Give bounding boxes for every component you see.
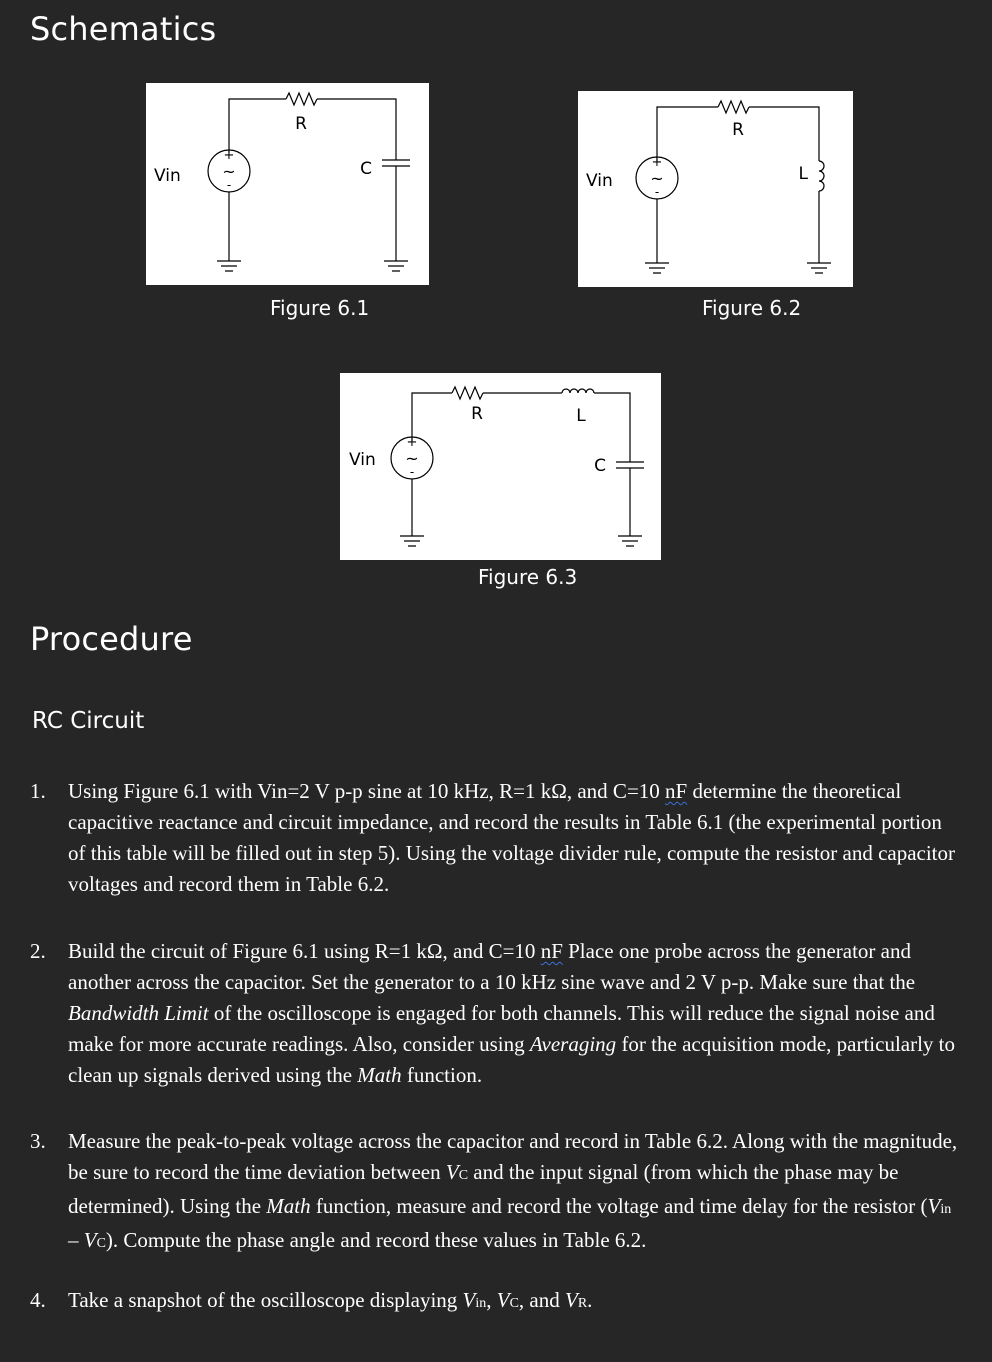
capacitor-label: C	[594, 456, 606, 476]
minus-sign: -	[409, 465, 415, 479]
figure-6-3-schematic	[340, 373, 661, 560]
step-text: Measure the peak-to-peak voltage across the capacitor and record in Table 6.2. Along with the magnitude, be sure to record the time deviation between VC and the input signal (from which the phase may be determined). Using the Math function, measure and record the voltage and time delay for the resistor (Vin – VC). Compute the phase angle and record these values in Table 6.2.	[68, 1129, 958, 1252]
rl-circuit-diagram	[578, 91, 853, 287]
ground-symbol	[807, 263, 831, 273]
procedure-step-3	[30, 1126, 960, 1259]
plus-sign: +	[406, 435, 418, 450]
inductor-symbol	[562, 389, 594, 393]
vin-label: Vin	[349, 450, 376, 470]
plus-sign: +	[223, 148, 235, 163]
step-number: 3.	[30, 1129, 46, 1153]
resistor-symbol	[286, 93, 317, 105]
step-text: Build the circuit of Figure 6.1 using R=1 kΩ, and C=10 nF Place one probe across the generator and another across the capacitor. Set the generator to a 10 kHz sine wave and 2 V p-p. Make sure that the Bandwidth Limit of the oscilloscope is engaged for both channels. This will reduce the signal noise and make for more accurate readings. Also, consider using Averaging for the acquisition mode, particularly to clean up signals derived using the Math function.	[68, 939, 956, 1087]
rlc-circuit-diagram	[340, 373, 661, 560]
ground-symbol	[645, 263, 669, 273]
vin-label: Vin	[154, 166, 181, 186]
capacitor-label: C	[360, 159, 372, 179]
figure-6-3-caption: Figure 6.3	[478, 565, 578, 589]
ground-symbol	[384, 261, 408, 271]
schematics-heading: Schematics	[30, 10, 217, 48]
resistor-label: R	[295, 114, 307, 134]
step-text: Using Figure 6.1 with Vin=2 V p-p sine at 10 kHz, R=1 kΩ, and C=10 nF determine the theoretical capacitive reactance and circuit impedance, and record the results in Table 6.1 (the experimental portion of this table will be filled out in step 5). Using the voltage divider rule, compute the resistor and capacitor voltages and record them in Table 6.2.	[68, 779, 956, 896]
rc-circuit-diagram	[146, 83, 429, 285]
inductor-label: L	[576, 406, 586, 426]
figure-6-1-schematic	[146, 83, 429, 285]
minus-sign: -	[226, 178, 232, 192]
procedure-step-2	[30, 936, 960, 1091]
spellcheck-word: nF	[540, 939, 563, 963]
figure-6-2-caption: Figure 6.2	[702, 296, 802, 320]
inductor-label: L	[798, 164, 808, 184]
figure-6-1-caption: Figure 6.1	[270, 296, 370, 320]
procedure-step-1	[30, 776, 960, 900]
ground-symbol	[217, 261, 241, 271]
minus-sign: -	[654, 185, 660, 199]
ground-symbol	[400, 536, 424, 546]
tilde-sign: ~	[650, 169, 664, 188]
rc-circuit-heading: RC Circuit	[32, 708, 145, 734]
resistor-symbol	[452, 387, 483, 399]
procedure-step-4	[30, 1285, 960, 1319]
tilde-sign: ~	[405, 449, 419, 468]
step-number: 1.	[30, 779, 46, 803]
capacitor-symbol	[616, 462, 644, 468]
ground-symbol	[618, 536, 642, 546]
figure-6-2-schematic	[578, 91, 853, 287]
step-number: 4.	[30, 1288, 46, 1312]
step-number: 2.	[30, 939, 46, 963]
capacitor-symbol	[382, 160, 410, 166]
inductor-symbol	[819, 161, 824, 191]
plus-sign: +	[651, 155, 663, 170]
resistor-label: R	[471, 404, 483, 424]
resistor-symbol	[718, 101, 749, 113]
spellcheck-word: nF	[665, 779, 688, 803]
procedure-heading: Procedure	[30, 620, 193, 658]
step-text: Take a snapshot of the oscilloscope displaying Vin, VC, and VR.	[68, 1288, 593, 1312]
resistor-label: R	[732, 120, 744, 140]
vin-label: Vin	[586, 171, 613, 191]
tilde-sign: ~	[222, 162, 236, 181]
